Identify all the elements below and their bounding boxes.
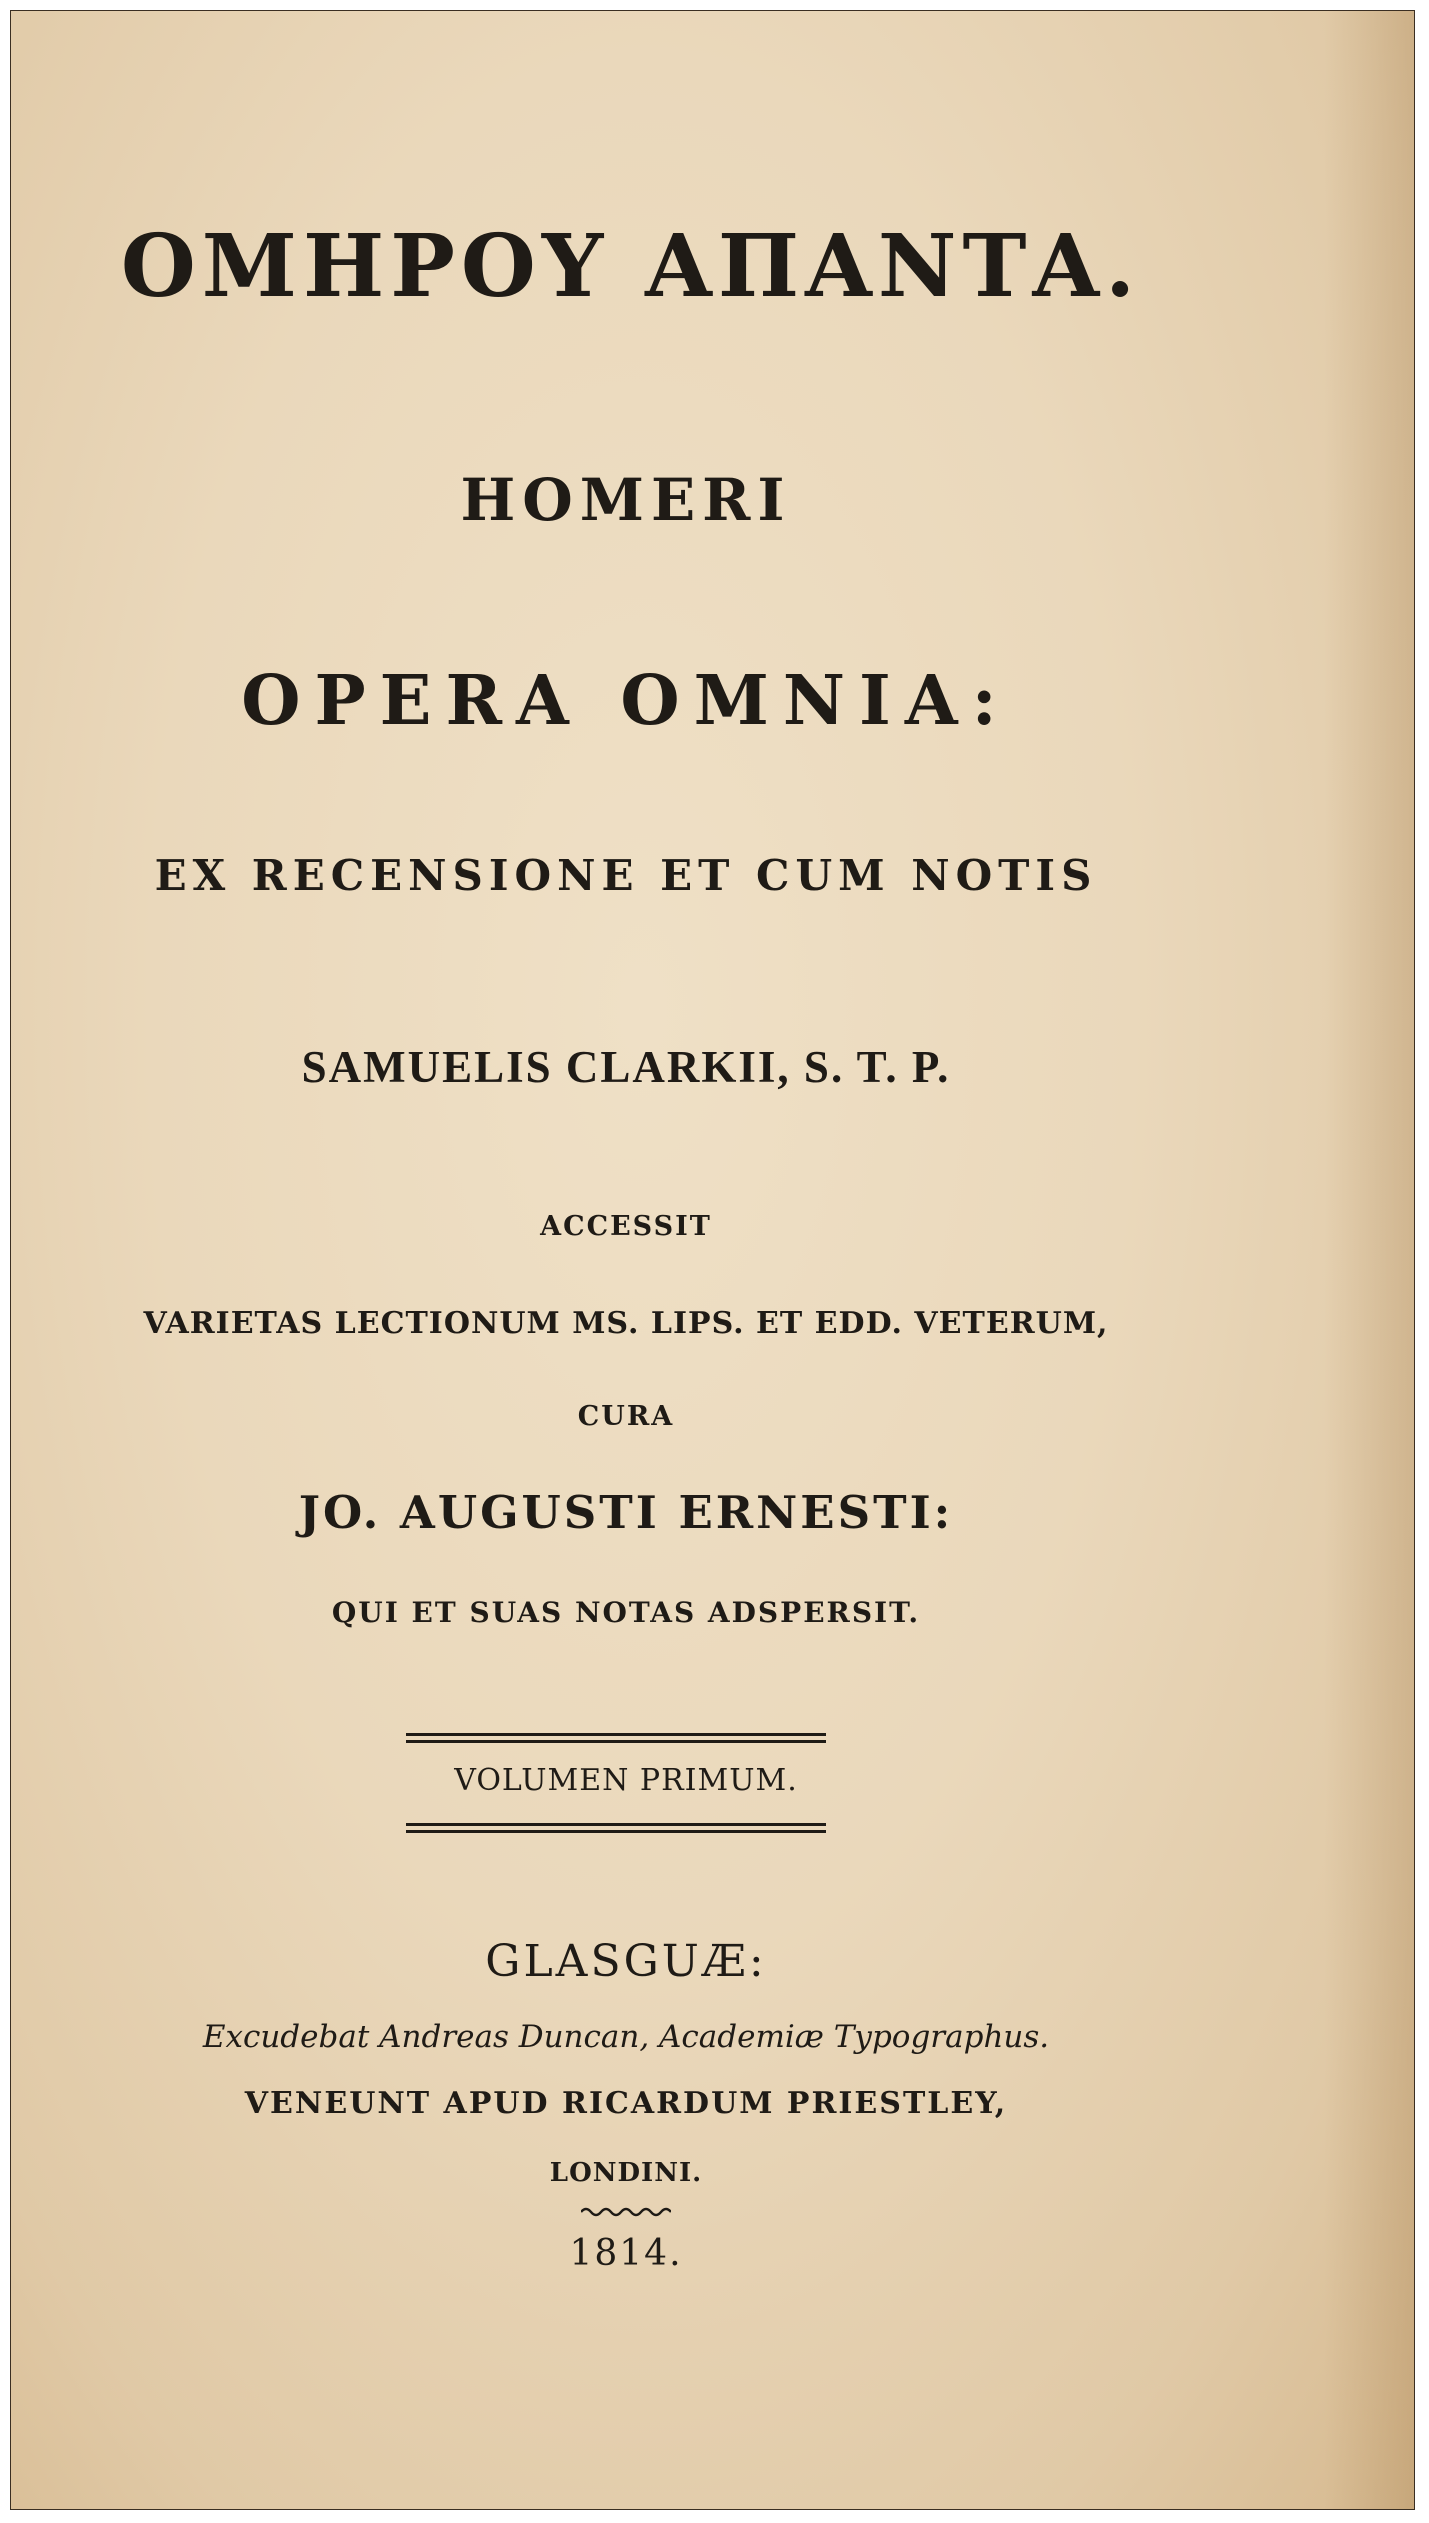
title-page [10,10,1415,2510]
double-rule-top [406,1733,826,1743]
notes-line: QUI ET SUAS NOTAS ADSPERSIT. [331,1596,921,1629]
double-rule-bottom [406,1823,826,1833]
accessit-line: ACCESSIT [540,1211,712,1242]
varietas-line: VARIETAS LECTIONUM MS. LIPS. ET EDD. VETERUM, [143,1306,1109,1341]
page-edge-shading [1324,11,1414,2509]
greek-title: ΟΜΗΡΟΥ ΑΠΑΝΤΑ. [120,216,1142,317]
imprint-seller: VENEUNT APUD RICARDUM PRIESTLEY, [244,2086,1008,2121]
imprint-printer: Excudebat Andreas Duncan, Academiæ Typographus. [202,2019,1050,2055]
volume-label: VOLUMEN PRIMUM. [454,1763,798,1798]
subtitle: EX RECENSIONE ET CUM NOTIS [154,851,1098,900]
imprint-city-london: LONDINI. [549,2158,703,2188]
flourish-ornament [581,2206,671,2218]
second-editor-name: JO. AUGUSTI ERNESTI: [298,1486,954,1539]
cura-line: CURA [577,1401,675,1432]
imprint-city: GLASGUÆ: [485,1936,767,1987]
latin-title-homeri: HOMERI [460,466,792,534]
latin-title-opera-omnia: OPERA OMNIA: [241,661,1011,741]
editor-name: SAMUELIS CLARKII, S. T. P. [301,1042,951,1092]
imprint-year: 1814. [569,2233,683,2274]
